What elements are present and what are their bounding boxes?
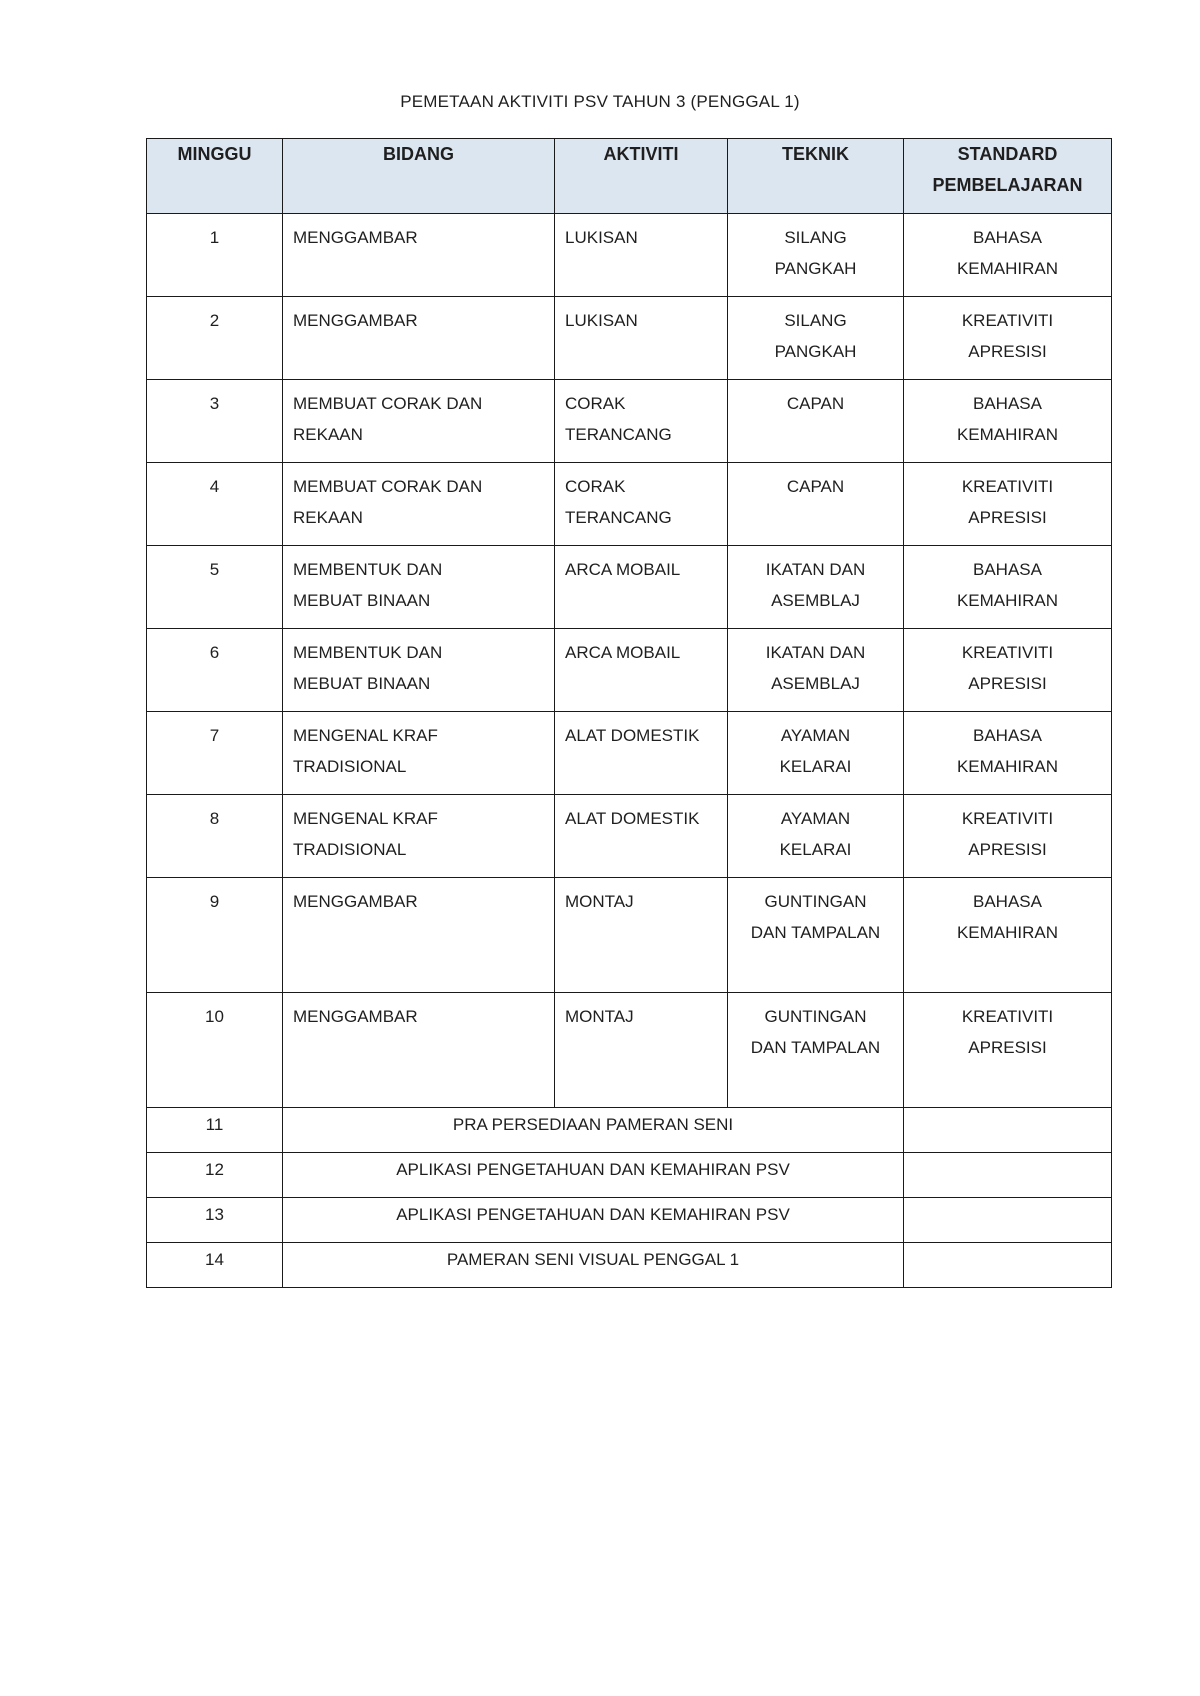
cell-aktiviti <box>555 878 728 993</box>
cell-teknik <box>728 878 904 993</box>
cell-teknik-line1: AYAMAN <box>780 726 851 745</box>
cell-aktiviti-line1: LUKISAN <box>565 311 638 330</box>
header-aktiviti: AKTIVITI <box>555 139 728 214</box>
cell-bidang <box>283 546 555 629</box>
cell-aktiviti-line1: CORAK <box>565 477 626 496</box>
table-row <box>147 993 1112 1108</box>
cell-standard-line2: APRESISI <box>968 508 1047 527</box>
cell-aktiviti-line2 <box>565 668 717 699</box>
table-row <box>147 795 1112 878</box>
cell-minggu: 4 <box>147 463 283 546</box>
cell-teknik-line2: KELARAI <box>779 840 852 859</box>
cell-minggu: 9 <box>147 878 283 993</box>
header-standard-pembelajaran <box>904 139 1112 214</box>
cell-merged-activity: APLIKASI PENGETAHUAN DAN KEMAHIRAN PSV <box>283 1153 904 1198</box>
cell-standard <box>904 297 1112 380</box>
cell-aktiviti <box>555 214 728 297</box>
cell-minggu: 11 <box>147 1108 283 1153</box>
cell-teknik-line2: ASEMBLAJ <box>771 674 860 693</box>
cell-aktiviti <box>555 629 728 712</box>
cell-standard <box>904 1153 1112 1198</box>
cell-bidang-line1: MEMBENTUK DAN <box>293 643 443 662</box>
cell-aktiviti-line1: ALAT DOMESTIK <box>565 726 700 745</box>
cell-standard-line1: KREATIVITI <box>961 311 1054 330</box>
cell-aktiviti-line1: MONTAJ <box>565 1007 634 1026</box>
cell-standard <box>904 712 1112 795</box>
table-header <box>147 139 1112 214</box>
cell-bidang-line2 <box>293 1032 544 1063</box>
cell-teknik <box>728 297 904 380</box>
cell-standard-line2: APRESISI <box>968 1038 1047 1057</box>
cell-aktiviti-line2 <box>565 253 717 284</box>
cell-bidang-line2: MEBUAT BINAAN <box>293 674 431 693</box>
cell-standard-line1: BAHASA <box>973 228 1042 247</box>
cell-merged-activity: APLIKASI PENGETAHUAN DAN KEMAHIRAN PSV <box>283 1198 904 1243</box>
cell-standard-line1: BAHASA <box>973 726 1042 745</box>
cell-aktiviti-line2 <box>565 1032 717 1063</box>
cell-standard <box>904 795 1112 878</box>
cell-standard <box>904 214 1112 297</box>
cell-standard <box>904 993 1112 1108</box>
cell-teknik-line1: SILANG <box>784 311 847 330</box>
cell-minggu: 7 <box>147 712 283 795</box>
cell-standard-line1: KREATIVITI <box>961 477 1054 496</box>
cell-merged-activity: PRA PERSEDIAAN PAMERAN SENI <box>283 1108 904 1153</box>
cell-aktiviti <box>555 546 728 629</box>
cell-standard-line2: KEMAHIRAN <box>956 591 1059 610</box>
cell-standard-line1: KREATIVITI <box>961 643 1054 662</box>
cell-minggu: 3 <box>147 380 283 463</box>
cell-teknik-line2: KELARAI <box>779 757 852 776</box>
table-row-merged <box>147 1243 1112 1288</box>
table-row <box>147 297 1112 380</box>
header-standard-line2: PEMBELAJARAN <box>932 175 1083 195</box>
cell-bidang-line1: MENGGAMBAR <box>293 892 418 911</box>
cell-minggu: 1 <box>147 214 283 297</box>
cell-bidang-line2 <box>293 253 544 284</box>
cell-teknik <box>728 993 904 1108</box>
table-row-merged <box>147 1108 1112 1153</box>
cell-standard <box>904 1198 1112 1243</box>
cell-teknik-line2: DAN TAMPALAN <box>750 1038 881 1057</box>
cell-bidang-line1: MEMBUAT CORAK DAN <box>293 394 483 413</box>
cell-bidang <box>283 629 555 712</box>
cell-teknik-line1: GUNTINGAN <box>764 892 867 911</box>
cell-bidang-line2 <box>293 336 544 367</box>
cell-minggu: 10 <box>147 993 283 1108</box>
header-teknik: TEKNIK <box>728 139 904 214</box>
cell-bidang-line2: REKAAN <box>293 508 363 527</box>
cell-bidang <box>283 878 555 993</box>
cell-bidang <box>283 795 555 878</box>
cell-teknik-line2 <box>738 419 893 450</box>
cell-bidang-line1: MENGGAMBAR <box>293 1007 418 1026</box>
cell-standard-line1: BAHASA <box>973 394 1042 413</box>
cell-standard <box>904 1243 1112 1288</box>
table-row <box>147 629 1112 712</box>
cell-standard-line1: KREATIVITI <box>961 809 1054 828</box>
cell-teknik-line2: PANGKAH <box>774 259 857 278</box>
table-row-merged <box>147 1153 1112 1198</box>
cell-aktiviti-line1: CORAK <box>565 394 626 413</box>
cell-minggu: 2 <box>147 297 283 380</box>
cell-minggu: 13 <box>147 1198 283 1243</box>
header-bidang: BIDANG <box>283 139 555 214</box>
table-row <box>147 463 1112 546</box>
cell-standard-line2: KEMAHIRAN <box>956 923 1059 942</box>
cell-standard-line2: APRESISI <box>968 342 1047 361</box>
cell-standard <box>904 546 1112 629</box>
cell-bidang <box>283 993 555 1108</box>
cell-aktiviti-line2: TERANCANG <box>565 508 672 527</box>
cell-teknik-line1: GUNTINGAN <box>764 1007 867 1026</box>
cell-aktiviti <box>555 795 728 878</box>
cell-merged-activity: PAMERAN SENI VISUAL PENGGAL 1 <box>283 1243 904 1288</box>
cell-bidang-line1: MENGGAMBAR <box>293 311 418 330</box>
cell-aktiviti <box>555 297 728 380</box>
cell-minggu: 12 <box>147 1153 283 1198</box>
cell-standard <box>904 380 1112 463</box>
cell-teknik-line1: IKATAN DAN <box>765 560 866 579</box>
header-row <box>147 139 1112 214</box>
table-row <box>147 546 1112 629</box>
cell-aktiviti <box>555 993 728 1108</box>
cell-teknik-line1: AYAMAN <box>780 809 851 828</box>
header-minggu: MINGGU <box>147 139 283 214</box>
cell-standard <box>904 629 1112 712</box>
cell-aktiviti-line2 <box>565 585 717 616</box>
cell-aktiviti-line1: ARCA MOBAIL <box>565 643 681 662</box>
cell-aktiviti-line2 <box>565 751 717 782</box>
cell-standard-line1: KREATIVITI <box>961 1007 1054 1026</box>
cell-teknik-line1: CAPAN <box>786 394 845 413</box>
cell-standard <box>904 1108 1112 1153</box>
table-row <box>147 380 1112 463</box>
cell-aktiviti <box>555 463 728 546</box>
cell-bidang-line2: TRADISIONAL <box>293 757 407 776</box>
cell-bidang-line2 <box>293 917 544 948</box>
table-row <box>147 214 1112 297</box>
cell-bidang <box>283 297 555 380</box>
cell-bidang-line2: TRADISIONAL <box>293 840 407 859</box>
cell-aktiviti-line1: ARCA MOBAIL <box>565 560 681 579</box>
table-row-merged <box>147 1198 1112 1243</box>
cell-teknik <box>728 380 904 463</box>
cell-bidang <box>283 712 555 795</box>
header-standard-line1: STANDARD <box>957 144 1058 164</box>
cell-standard <box>904 463 1112 546</box>
cell-teknik-line2 <box>738 502 893 533</box>
cell-standard-line2: KEMAHIRAN <box>956 259 1059 278</box>
cell-standard-line2: APRESISI <box>968 674 1047 693</box>
cell-bidang-line1: MENGENAL KRAF <box>293 809 438 828</box>
cell-standard-line1: BAHASA <box>973 892 1042 911</box>
cell-teknik <box>728 463 904 546</box>
cell-aktiviti-line2 <box>565 336 717 367</box>
cell-standard-line2: APRESISI <box>968 840 1047 859</box>
cell-teknik-line2: ASEMBLAJ <box>771 591 860 610</box>
activity-mapping-table <box>146 138 1112 1288</box>
cell-minggu: 6 <box>147 629 283 712</box>
cell-teknik-line2: PANGKAH <box>774 342 857 361</box>
cell-minggu: 8 <box>147 795 283 878</box>
cell-aktiviti-line1: LUKISAN <box>565 228 638 247</box>
cell-standard-line2: KEMAHIRAN <box>956 757 1059 776</box>
cell-teknik-line1: CAPAN <box>786 477 845 496</box>
cell-teknik <box>728 629 904 712</box>
cell-aktiviti-line1: MONTAJ <box>565 892 634 911</box>
cell-minggu: 5 <box>147 546 283 629</box>
cell-teknik-line1: IKATAN DAN <box>765 643 866 662</box>
cell-standard-line2: KEMAHIRAN <box>956 425 1059 444</box>
table-body <box>147 214 1112 1288</box>
cell-aktiviti <box>555 380 728 463</box>
cell-teknik-line2: DAN TAMPALAN <box>750 923 881 942</box>
cell-bidang-line1: MEMBENTUK DAN <box>293 560 443 579</box>
table-row <box>147 712 1112 795</box>
cell-aktiviti-line1: ALAT DOMESTIK <box>565 809 700 828</box>
cell-standard-line1: BAHASA <box>973 560 1042 579</box>
table-row <box>147 878 1112 993</box>
cell-bidang-line1: MENGGAMBAR <box>293 228 418 247</box>
cell-bidang <box>283 214 555 297</box>
cell-bidang-line2: MEBUAT BINAAN <box>293 591 431 610</box>
cell-bidang <box>283 380 555 463</box>
cell-teknik <box>728 546 904 629</box>
document-title: PEMETAAN AKTIVITI PSV TAHUN 3 (PENGGAL 1) <box>400 92 800 111</box>
cell-bidang <box>283 463 555 546</box>
cell-bidang-line2: REKAAN <box>293 425 363 444</box>
cell-aktiviti-line2 <box>565 834 717 865</box>
cell-aktiviti-line2: TERANCANG <box>565 425 672 444</box>
cell-teknik-line1: SILANG <box>784 228 847 247</box>
cell-bidang-line1: MEMBUAT CORAK DAN <box>293 477 483 496</box>
cell-aktiviti-line2 <box>565 917 717 948</box>
cell-teknik <box>728 795 904 878</box>
cell-minggu: 14 <box>147 1243 283 1288</box>
cell-teknik <box>728 214 904 297</box>
cell-bidang-line1: MENGENAL KRAF <box>293 726 438 745</box>
cell-aktiviti <box>555 712 728 795</box>
cell-standard <box>904 878 1112 993</box>
cell-teknik <box>728 712 904 795</box>
